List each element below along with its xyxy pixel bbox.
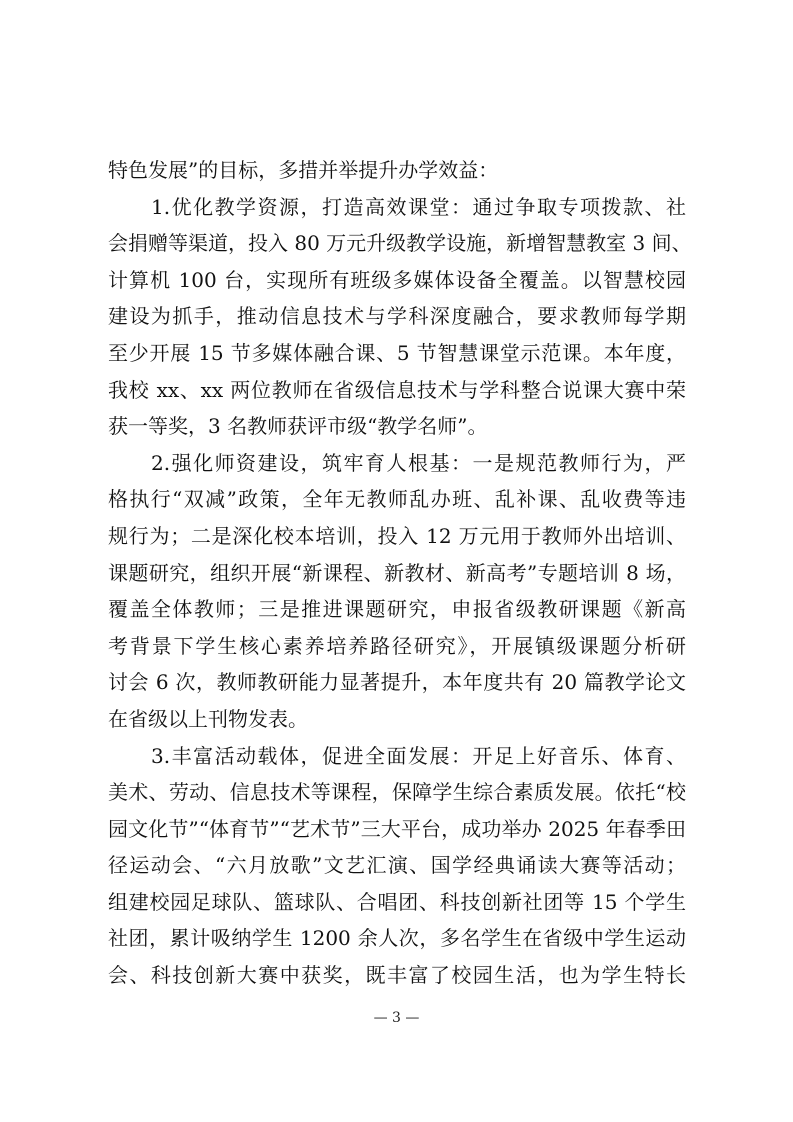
text-line: 社团，累计吸纳学生 1200 余人次，多名学生在省级中学生运动 <box>108 926 686 951</box>
text-line: 会、科技创新大赛中获奖，既丰富了校园生活，也为学生特长 <box>108 963 686 988</box>
text-line: 组建校园足球队、篮球队、合唱团、科技创新社团等 15 个学生 <box>108 889 686 914</box>
text-line: 至少开展 15 节多媒体融合课、5 节智慧课堂示范课。本年度， <box>108 340 686 365</box>
text-line: 会捐赠等渠道，投入 80 万元升级教学设施，新增智慧教室 3 间、 <box>108 231 692 256</box>
text-line: 建设为抓手，推动信息技术与学科深度融合，要求教师每学期 <box>108 304 686 329</box>
text-line: 我校 xx、xx 两位教师在省级信息技术与学科整合说课大赛中荣 <box>108 377 686 402</box>
text-line: 1.优化教学资源，打造高效课堂：通过争取专项拨款、社 <box>108 194 686 219</box>
text-line: 获一等奖，3 名教师获评市级“教学名师”。 <box>108 414 488 439</box>
text-line: 3.丰富活动载体，促进全面发展：开足上好音乐、体育、 <box>108 743 686 768</box>
text-line: 考背景下学生核心素养培养路径研究》，开展镇级课题分析研 <box>108 633 686 658</box>
document-body <box>108 152 692 994</box>
text-line: 覆盖全体教师；三是推进课题研究，申报省级教研课题《新高 <box>108 597 686 622</box>
text-line: 讨会 6 次，教师教研能力显著提升，本年度共有 20 篇教学论文 <box>108 670 686 695</box>
text-line: 课题研究，组织开展“新课程、新教材、新高考”专题培训 8 场， <box>108 560 686 585</box>
text-line: 园文化节”“体育节”“艺术节”三大平台，成功举办 2025 年春季田 <box>108 816 686 841</box>
text-line: 特色发展”的目标，多措并举提升办学效益： <box>108 158 499 182</box>
text-line: 规行为；二是深化校本培训，投入 12 万元用于教师外出培训、 <box>108 523 686 548</box>
text-line: 格执行“双减”政策，全年无教师乱办班、乱补课、乱收费等违 <box>108 487 686 512</box>
text-line: 在省级以上刊物发表。 <box>108 706 308 731</box>
text-line: 美术、劳动、信息技术等课程，保障学生综合素质发展。依托“校 <box>108 780 686 805</box>
text-line: 2.强化师资建设，筑牢育人根基：一是规范教师行为，严 <box>108 450 686 475</box>
text-line: 径运动会、“六月放歌”文艺汇演、国学经典诵读大赛等活动； <box>108 853 686 878</box>
text-line: 计算机 100 台，实现所有班级多媒体设备全覆盖。以智慧校园 <box>108 267 686 292</box>
page-number: — 3 — <box>373 1010 420 1026</box>
